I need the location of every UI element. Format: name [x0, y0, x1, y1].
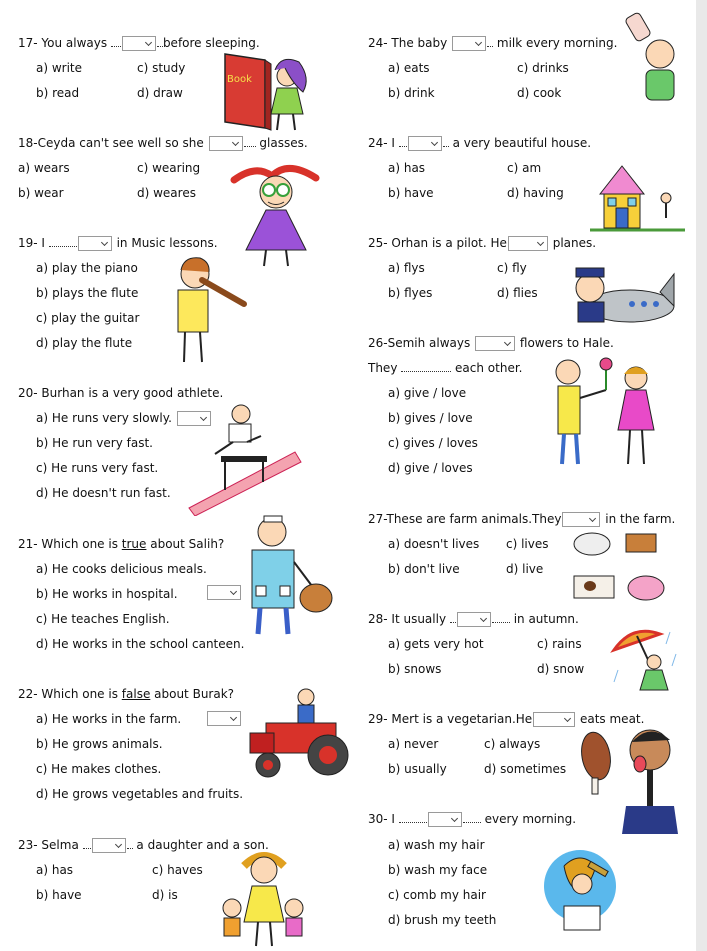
q26-option-b: b) gives / love	[388, 411, 473, 425]
q20-stem: 20- Burhan is a very good athlete.	[18, 386, 224, 400]
q24a-stem: 24- The baby milk every morning.	[368, 36, 618, 50]
q22-option-c: c) He makes clothes.	[36, 762, 162, 776]
q26-option-c: c) gives / loves	[388, 436, 478, 450]
q28-stem: 28- It usually in autumn.	[368, 612, 579, 626]
q28-option-c: c) rains	[537, 637, 582, 651]
q26-line2: They each other.	[368, 361, 523, 375]
q23-option-b: b) have	[36, 888, 82, 902]
q19-dropdown[interactable]	[78, 236, 112, 251]
q19-option-d: d) play the flute	[36, 336, 133, 350]
q29-dropdown[interactable]	[533, 712, 575, 727]
q18-option-b: b) wear	[18, 186, 64, 200]
q18-option-c: c) wearing	[137, 161, 201, 175]
q28-option-b: b) snows	[388, 662, 442, 676]
q17-option-d: d) draw	[137, 86, 183, 100]
q21-option-c: c) He teaches English.	[36, 612, 170, 626]
q18-stem: 18-Ceyda can't see well so she glasses.	[18, 136, 308, 150]
q24a-dropdown[interactable]	[452, 36, 486, 51]
boy-flute-illustration	[170, 250, 250, 370]
q29-option-c: c) always	[484, 737, 541, 751]
q20-option-b: b) He run very fast.	[36, 436, 153, 450]
q27-dropdown[interactable]	[562, 512, 600, 527]
q29-option-b: b) usually	[388, 762, 447, 776]
q21-option-a: a) He cooks delicious meals.	[36, 562, 207, 576]
q28-option-d: d) snow	[537, 662, 585, 676]
q27-option-c: c) lives	[506, 537, 549, 551]
q26-option-d: d) give / loves	[388, 461, 473, 475]
q24b-option-a: a) has	[388, 161, 426, 175]
q22-option-a: a) He works in the farm.	[36, 712, 182, 726]
q30-stem: 30- I every morning.	[368, 812, 577, 826]
q17-stem: 17- You always before sleeping.	[18, 36, 260, 50]
q24b-option-c: c) am	[507, 161, 542, 175]
q28-option-a: a) gets very hot	[388, 637, 484, 651]
q23-option-c: c) haves	[152, 863, 203, 877]
man-meat-illustration	[578, 720, 678, 835]
q22-dropdown[interactable]	[207, 711, 241, 726]
q20-option-c: c) He runs very fast.	[36, 461, 159, 475]
nurse-illustration	[238, 512, 338, 642]
q30-option-c: c) comb my hair	[388, 888, 486, 902]
q25-option-d: d) flies	[497, 286, 538, 300]
q30-option-b: b) wash my face	[388, 863, 488, 877]
q23-option-a: a) has	[36, 863, 74, 877]
q17-dropdown[interactable]	[122, 36, 156, 51]
q19-stem: 19- I in Music lessons.	[18, 236, 218, 250]
q30-option-a: a) wash my hair	[388, 838, 485, 852]
q17-option-a: a) write	[36, 61, 83, 75]
q23-stem: 23- Selma a daughter and a son.	[18, 838, 269, 852]
q25-dropdown[interactable]	[508, 236, 548, 251]
girl-reading-illustration	[215, 48, 315, 134]
q29-option-a: a) never	[388, 737, 439, 751]
q29-option-d: d) sometimes	[484, 762, 567, 776]
mother-children-illustration	[214, 846, 314, 951]
boy-girl-flower-illustration	[550, 354, 670, 474]
q22-option-b: b) He grows animals.	[36, 737, 163, 751]
q25-option-b: b) flyes	[388, 286, 433, 300]
comb-hair-illustration	[540, 836, 620, 942]
farm-animals-illustration	[568, 528, 668, 612]
q25-stem: 25- Orhan is a pilot. He planes.	[368, 236, 597, 250]
q23-option-d: d) is	[152, 888, 178, 902]
q20-option-d: d) He doesn't run fast.	[36, 486, 171, 500]
q22-stem: 22- Which one is false about Burak?	[18, 687, 235, 701]
q18-dropdown[interactable]	[209, 136, 243, 151]
book-cover-text: Book	[227, 74, 252, 85]
q19-option-c: c) play the guitar	[36, 311, 140, 325]
q18-option-d: d) weares	[137, 186, 196, 200]
q23-dropdown[interactable]	[92, 838, 126, 853]
house-illustration	[590, 158, 685, 238]
q24b-stem: 24- I a very beautiful house.	[368, 136, 592, 150]
q24a-option-b: b) drink	[388, 86, 435, 100]
q28-dropdown[interactable]	[457, 612, 491, 627]
q27-option-d: d) live	[506, 562, 544, 576]
q27-option-a: a) doesn't lives	[388, 537, 480, 551]
umbrella-rain-illustration	[610, 624, 682, 700]
q30-dropdown[interactable]	[428, 812, 462, 827]
q27-option-b: b) don't live	[388, 562, 460, 576]
q18-option-a: a) wears	[18, 161, 70, 175]
q27-stem: 27-These are farm animals.They in the farm.	[368, 512, 676, 526]
q19-option-b: b) plays the flute	[36, 286, 139, 300]
farmer-tractor-illustration	[246, 683, 356, 783]
q30-option-d: d) brush my teeth	[388, 913, 497, 927]
q21-option-d: d) He works in the school canteen.	[36, 637, 245, 651]
pilot-plane-illustration	[560, 254, 675, 332]
q26-option-a: a) give / love	[388, 386, 467, 400]
q24b-option-d: d) having	[507, 186, 564, 200]
page-scrollbar-edge	[696, 0, 707, 951]
q22-option-d: d) He grows vegetables and fruits.	[36, 787, 244, 801]
q24b-dropdown[interactable]	[408, 136, 442, 151]
q26-stem: 26-Semih always flowers to Hale.	[368, 336, 614, 350]
q19-option-a: a) play the piano	[36, 261, 138, 275]
q24a-option-c: c) drinks	[517, 61, 569, 75]
q21-stem: 21- Which one is true about Salih?	[18, 537, 225, 551]
q21-option-b: b) He works in hospital.	[36, 587, 178, 601]
q24a-option-d: d) cook	[517, 86, 562, 100]
athlete-hurdle-illustration	[185, 398, 305, 516]
q26-dropdown[interactable]	[475, 336, 515, 351]
q17-option-c: c) study	[137, 61, 186, 75]
q25-option-c: c) fly	[497, 261, 527, 275]
q24b-option-b: b) have	[388, 186, 434, 200]
q24a-option-a: a) eats	[388, 61, 430, 75]
q17-option-b: b) read	[36, 86, 80, 100]
q29-stem: 29- Mert is a vegetarian.He eats meat.	[368, 712, 645, 726]
q25-option-a: a) flys	[388, 261, 425, 275]
q20-option-a: a) He runs very slowly.	[36, 411, 212, 426]
q21-dropdown[interactable]	[207, 585, 241, 600]
baby-bottle-illustration	[620, 10, 690, 110]
